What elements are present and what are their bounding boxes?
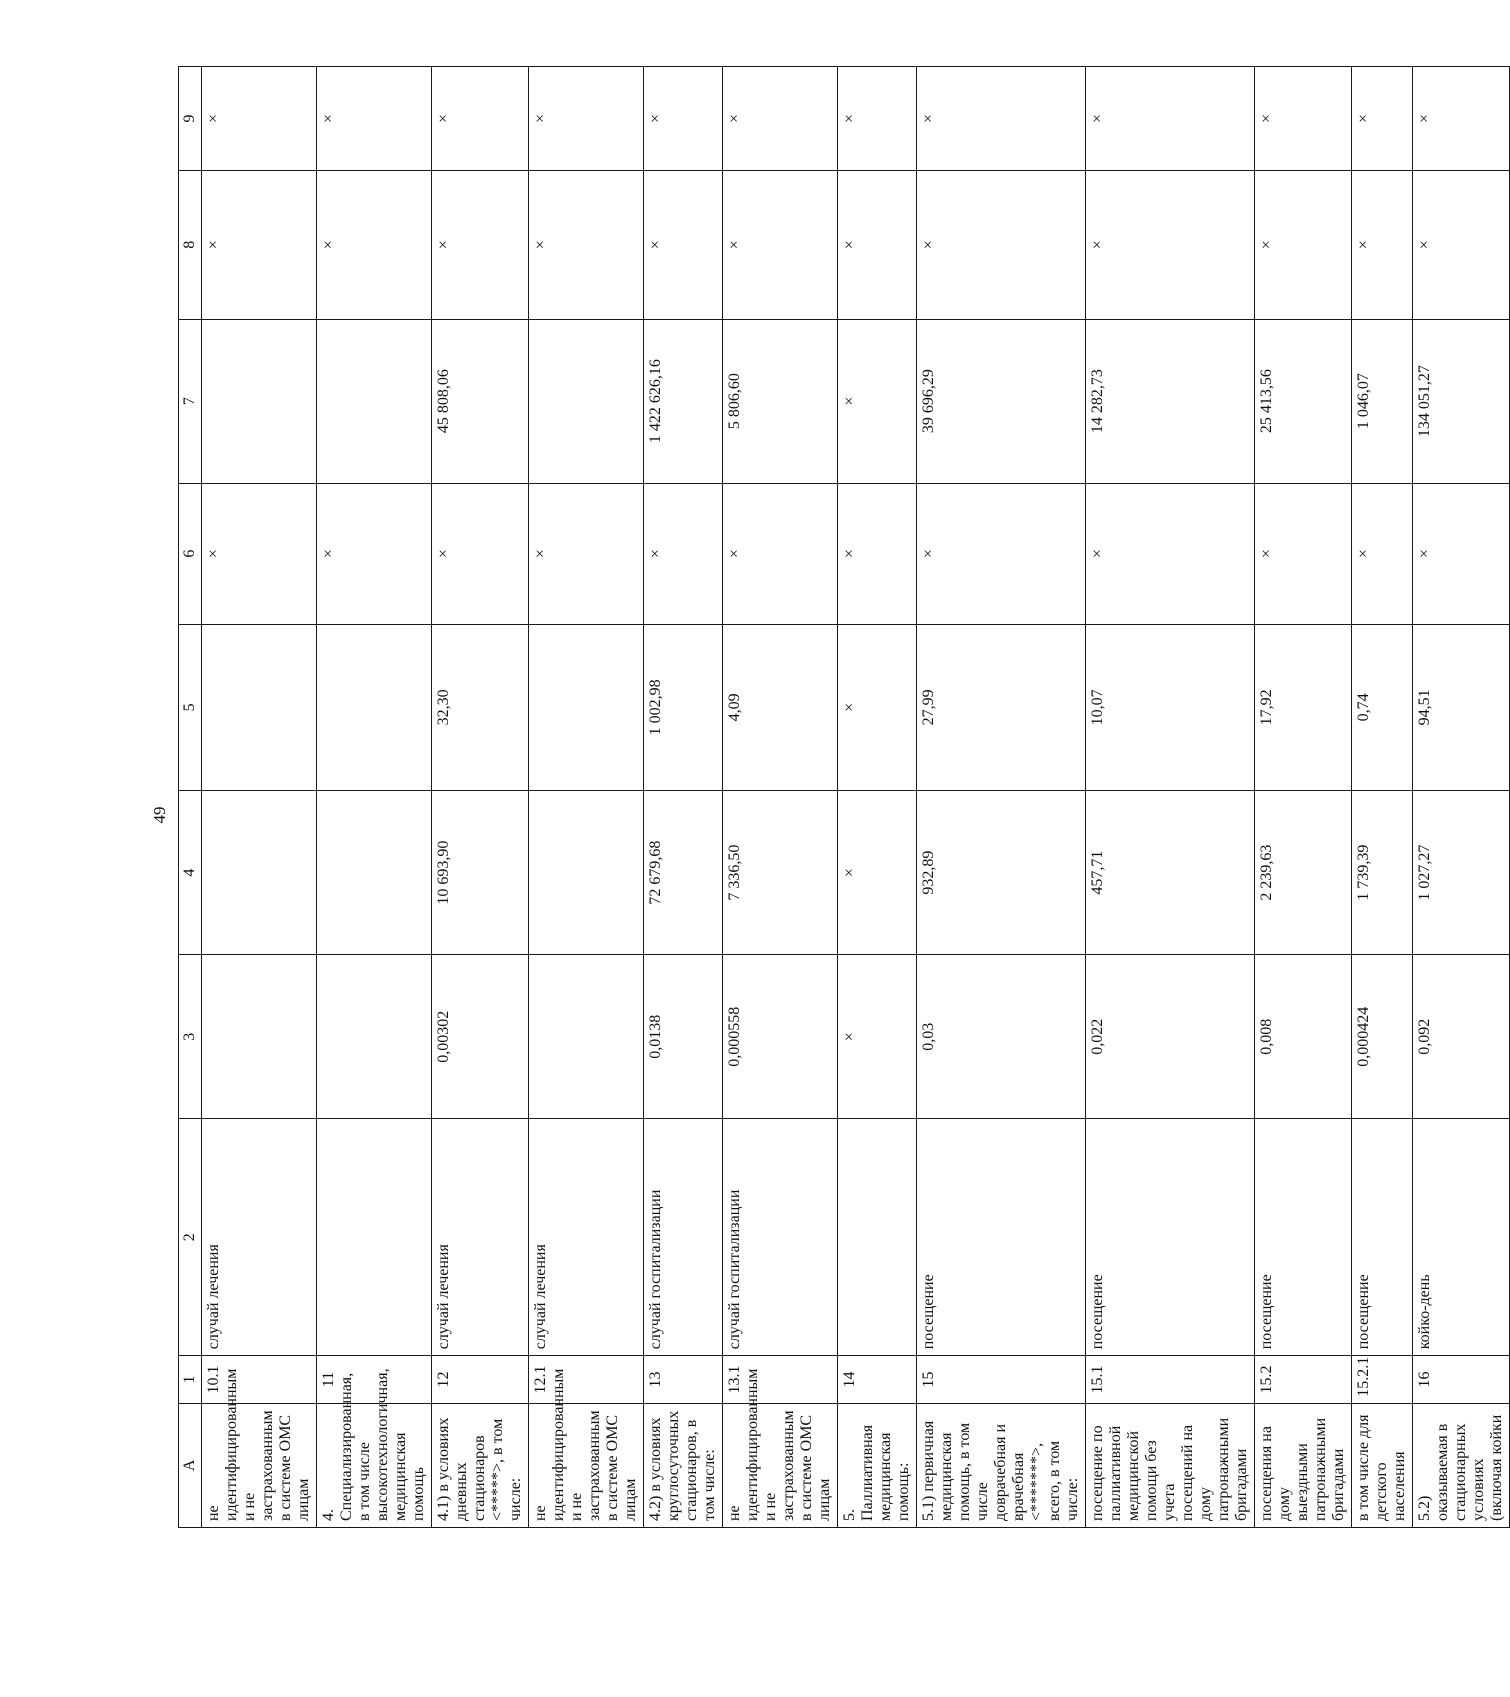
cell-col-3: 0,022 — [1086, 955, 1255, 1119]
cell-col-8: × — [917, 170, 1086, 319]
cell-col-5: × — [838, 624, 917, 791]
table-row — [317, 67, 432, 1528]
cell-col-8: × — [1413, 170, 1510, 319]
cell-col-7: 1 422 626,16 — [644, 319, 723, 483]
cell-name: 5.2) оказываемая в стационарных условиях (включая койки — [1413, 1403, 1510, 1527]
cell-row-number: 11 — [317, 1356, 432, 1403]
cell-col-7: 1 046,07 — [1352, 319, 1413, 483]
cell-unit: случай лечения — [529, 1119, 644, 1356]
cell-name: не идентифицированным и не застрахованным в системе ОМС лицам — [723, 1403, 838, 1527]
header-col-5: 5 — [179, 624, 202, 791]
cell-col-4: 2 239,63 — [1255, 791, 1352, 955]
cell-col-6: × — [1413, 483, 1510, 624]
cell-name: 4.2) в условиях круглосуточных стационаров, в том числе: — [644, 1403, 723, 1527]
cell-col-8: × — [838, 170, 917, 319]
cell-unit: случай госпитализации — [644, 1119, 723, 1356]
cell-name: 4. Специализированная, в том числе высокотехнологичная, медицинская помощь — [317, 1403, 432, 1527]
table-row — [838, 67, 917, 1528]
cell-col-4: 1 739,39 — [1352, 791, 1413, 955]
cell-unit: посещение — [1352, 1119, 1413, 1356]
cell-col-5: 10,07 — [1086, 624, 1255, 791]
table-row — [723, 67, 838, 1528]
cell-col-6: × — [529, 483, 644, 624]
cell-col-6: × — [1255, 483, 1352, 624]
cell-col-6: × — [1352, 483, 1413, 624]
cell-col-3: 0,03 — [917, 955, 1086, 1119]
header-row — [179, 67, 202, 1528]
cell-col-9: × — [1413, 67, 1510, 171]
table-row — [644, 67, 723, 1528]
cell-col-3: 0,092 — [1413, 955, 1510, 1119]
cell-col-3 — [529, 955, 644, 1119]
cell-row-number: 15.2 — [1255, 1356, 1352, 1403]
header-col-a: А — [179, 1403, 202, 1527]
cell-name: посещения на дому выездными патронажными бригадами — [1255, 1403, 1352, 1527]
cell-col-5: 32,30 — [432, 624, 529, 791]
cell-col-7: × — [838, 319, 917, 483]
cell-col-8: × — [723, 170, 838, 319]
cell-name: 4.1) в условиях дневных стационаров <*****>, в том числе: — [432, 1403, 529, 1527]
cell-col-4: 1 027,27 — [1413, 791, 1510, 955]
cell-col-5 — [202, 624, 317, 791]
cell-col-6: × — [317, 483, 432, 624]
table-row — [1352, 67, 1413, 1528]
cell-col-3: 0,00302 — [432, 955, 529, 1119]
cell-col-3: 0,008 — [1255, 955, 1352, 1119]
cell-col-6: × — [917, 483, 1086, 624]
cell-col-4: × — [838, 791, 917, 955]
cell-unit: койко-день — [1413, 1119, 1510, 1356]
table-row — [917, 67, 1086, 1528]
table-row — [529, 67, 644, 1528]
cell-col-8: × — [317, 170, 432, 319]
cell-col-7 — [317, 319, 432, 483]
cell-col-3: 0,0138 — [644, 955, 723, 1119]
header-col-2: 2 — [179, 1119, 202, 1356]
cell-col-4: 932,89 — [917, 791, 1086, 955]
cell-unit — [838, 1119, 917, 1356]
cell-col-5: 27,99 — [917, 624, 1086, 791]
cell-name: посещение по паллиативной медицинской помощи без учета посещений на дому патронажными бригадами — [1086, 1403, 1255, 1527]
table-row — [1086, 67, 1255, 1528]
cell-unit — [317, 1119, 432, 1356]
cell-name: 5.1) первичная медицинская помощь, в том числе доврачебная и врачебная <*******>, всего, в том числе: — [917, 1403, 1086, 1527]
cell-col-8: × — [644, 170, 723, 319]
table-row — [202, 67, 317, 1528]
cell-col-5: 17,92 — [1255, 624, 1352, 791]
cell-col-8: × — [202, 170, 317, 319]
cell-col-3 — [202, 955, 317, 1119]
cell-col-6: × — [202, 483, 317, 624]
cell-col-9: × — [917, 67, 1086, 171]
cell-col-6: × — [1086, 483, 1255, 624]
cell-col-5 — [317, 624, 432, 791]
cell-col-4: 10 693,90 — [432, 791, 529, 955]
cell-col-4: 457,71 — [1086, 791, 1255, 955]
cell-col-7: 134 051,27 — [1413, 319, 1510, 483]
cell-col-7: 25 413,56 — [1255, 319, 1352, 483]
cell-col-4 — [529, 791, 644, 955]
cell-unit: случай госпитализации — [723, 1119, 838, 1356]
cell-col-5: 94,51 — [1413, 624, 1510, 791]
cell-col-7: 14 282,73 — [1086, 319, 1255, 483]
cell-col-5 — [529, 624, 644, 791]
cell-unit: посещение — [1255, 1119, 1352, 1356]
cell-row-number: 14 — [838, 1356, 917, 1403]
cell-col-9: × — [529, 67, 644, 171]
cell-row-number: 15.1 — [1086, 1356, 1255, 1403]
cell-col-5: 4,09 — [723, 624, 838, 791]
cell-unit: посещение — [1086, 1119, 1255, 1356]
cell-col-8: × — [1255, 170, 1352, 319]
table-row — [432, 67, 529, 1528]
cell-col-9: × — [1255, 67, 1352, 171]
cell-col-8: × — [529, 170, 644, 319]
statistics-table — [178, 66, 1510, 1528]
cell-col-9: × — [202, 67, 317, 171]
cell-col-4: 7 336,50 — [723, 791, 838, 955]
cell-name: в том числе для детского населения — [1352, 1403, 1413, 1527]
cell-row-number: 13.1 — [723, 1356, 838, 1403]
cell-unit: случай лечения — [202, 1119, 317, 1356]
cell-col-9: × — [644, 67, 723, 171]
page-number: 49 — [150, 806, 169, 824]
cell-name: 5. Паллиативная медицинская помощь: — [838, 1403, 917, 1527]
cell-name: не идентифицированным и не застрахованным в системе ОМС лицам — [529, 1403, 644, 1527]
cell-col-9: × — [317, 67, 432, 171]
cell-col-6: × — [432, 483, 529, 624]
cell-col-7: 5 806,60 — [723, 319, 838, 483]
rotated-table-sheet — [178, 66, 1505, 1528]
cell-col-3: 0,000558 — [723, 955, 838, 1119]
table-row — [1255, 67, 1352, 1528]
cell-row-number: 10.1 — [202, 1356, 317, 1403]
header-col-3: 3 — [179, 955, 202, 1119]
cell-col-4 — [317, 791, 432, 955]
cell-col-3: 0,000424 — [1352, 955, 1413, 1119]
cell-col-9: × — [432, 67, 529, 171]
cell-col-5: 1 002,98 — [644, 624, 723, 791]
cell-col-7 — [202, 319, 317, 483]
header-col-8: 8 — [179, 170, 202, 319]
cell-col-3: × — [838, 955, 917, 1119]
cell-col-4: 72 679,68 — [644, 791, 723, 955]
cell-col-6: × — [723, 483, 838, 624]
header-col-7: 7 — [179, 319, 202, 483]
cell-row-number: 12.1 — [529, 1356, 644, 1403]
cell-row-number: 12 — [432, 1356, 529, 1403]
table-body — [202, 67, 1510, 1528]
table-header — [179, 67, 202, 1528]
cell-col-8: × — [1086, 170, 1255, 319]
header-col-1: 1 — [179, 1356, 202, 1403]
cell-col-5: 0,74 — [1352, 624, 1413, 791]
cell-col-7 — [529, 319, 644, 483]
cell-row-number: 13 — [644, 1356, 723, 1403]
cell-col-4 — [202, 791, 317, 955]
cell-col-9: × — [1086, 67, 1255, 171]
cell-col-7: 39 696,29 — [917, 319, 1086, 483]
table-row — [1413, 67, 1510, 1528]
cell-col-9: × — [723, 67, 838, 171]
cell-col-6: × — [644, 483, 723, 624]
header-col-9: 9 — [179, 67, 202, 171]
cell-unit: случай лечения — [432, 1119, 529, 1356]
cell-col-9: × — [838, 67, 917, 171]
cell-col-3 — [317, 955, 432, 1119]
header-col-6: 6 — [179, 483, 202, 624]
cell-col-7: 45 808,06 — [432, 319, 529, 483]
header-col-4: 4 — [179, 791, 202, 955]
cell-row-number: 16 — [1413, 1356, 1510, 1403]
cell-col-6: × — [838, 483, 917, 624]
cell-col-9: × — [1352, 67, 1413, 171]
cell-unit: посещение — [917, 1119, 1086, 1356]
cell-name: не идентифицированным и не застрахованным в системе ОМС лицам — [202, 1403, 317, 1527]
cell-row-number: 15.2.1 — [1352, 1356, 1413, 1403]
cell-col-8: × — [1352, 170, 1413, 319]
cell-col-8: × — [432, 170, 529, 319]
cell-row-number: 15 — [917, 1356, 1086, 1403]
